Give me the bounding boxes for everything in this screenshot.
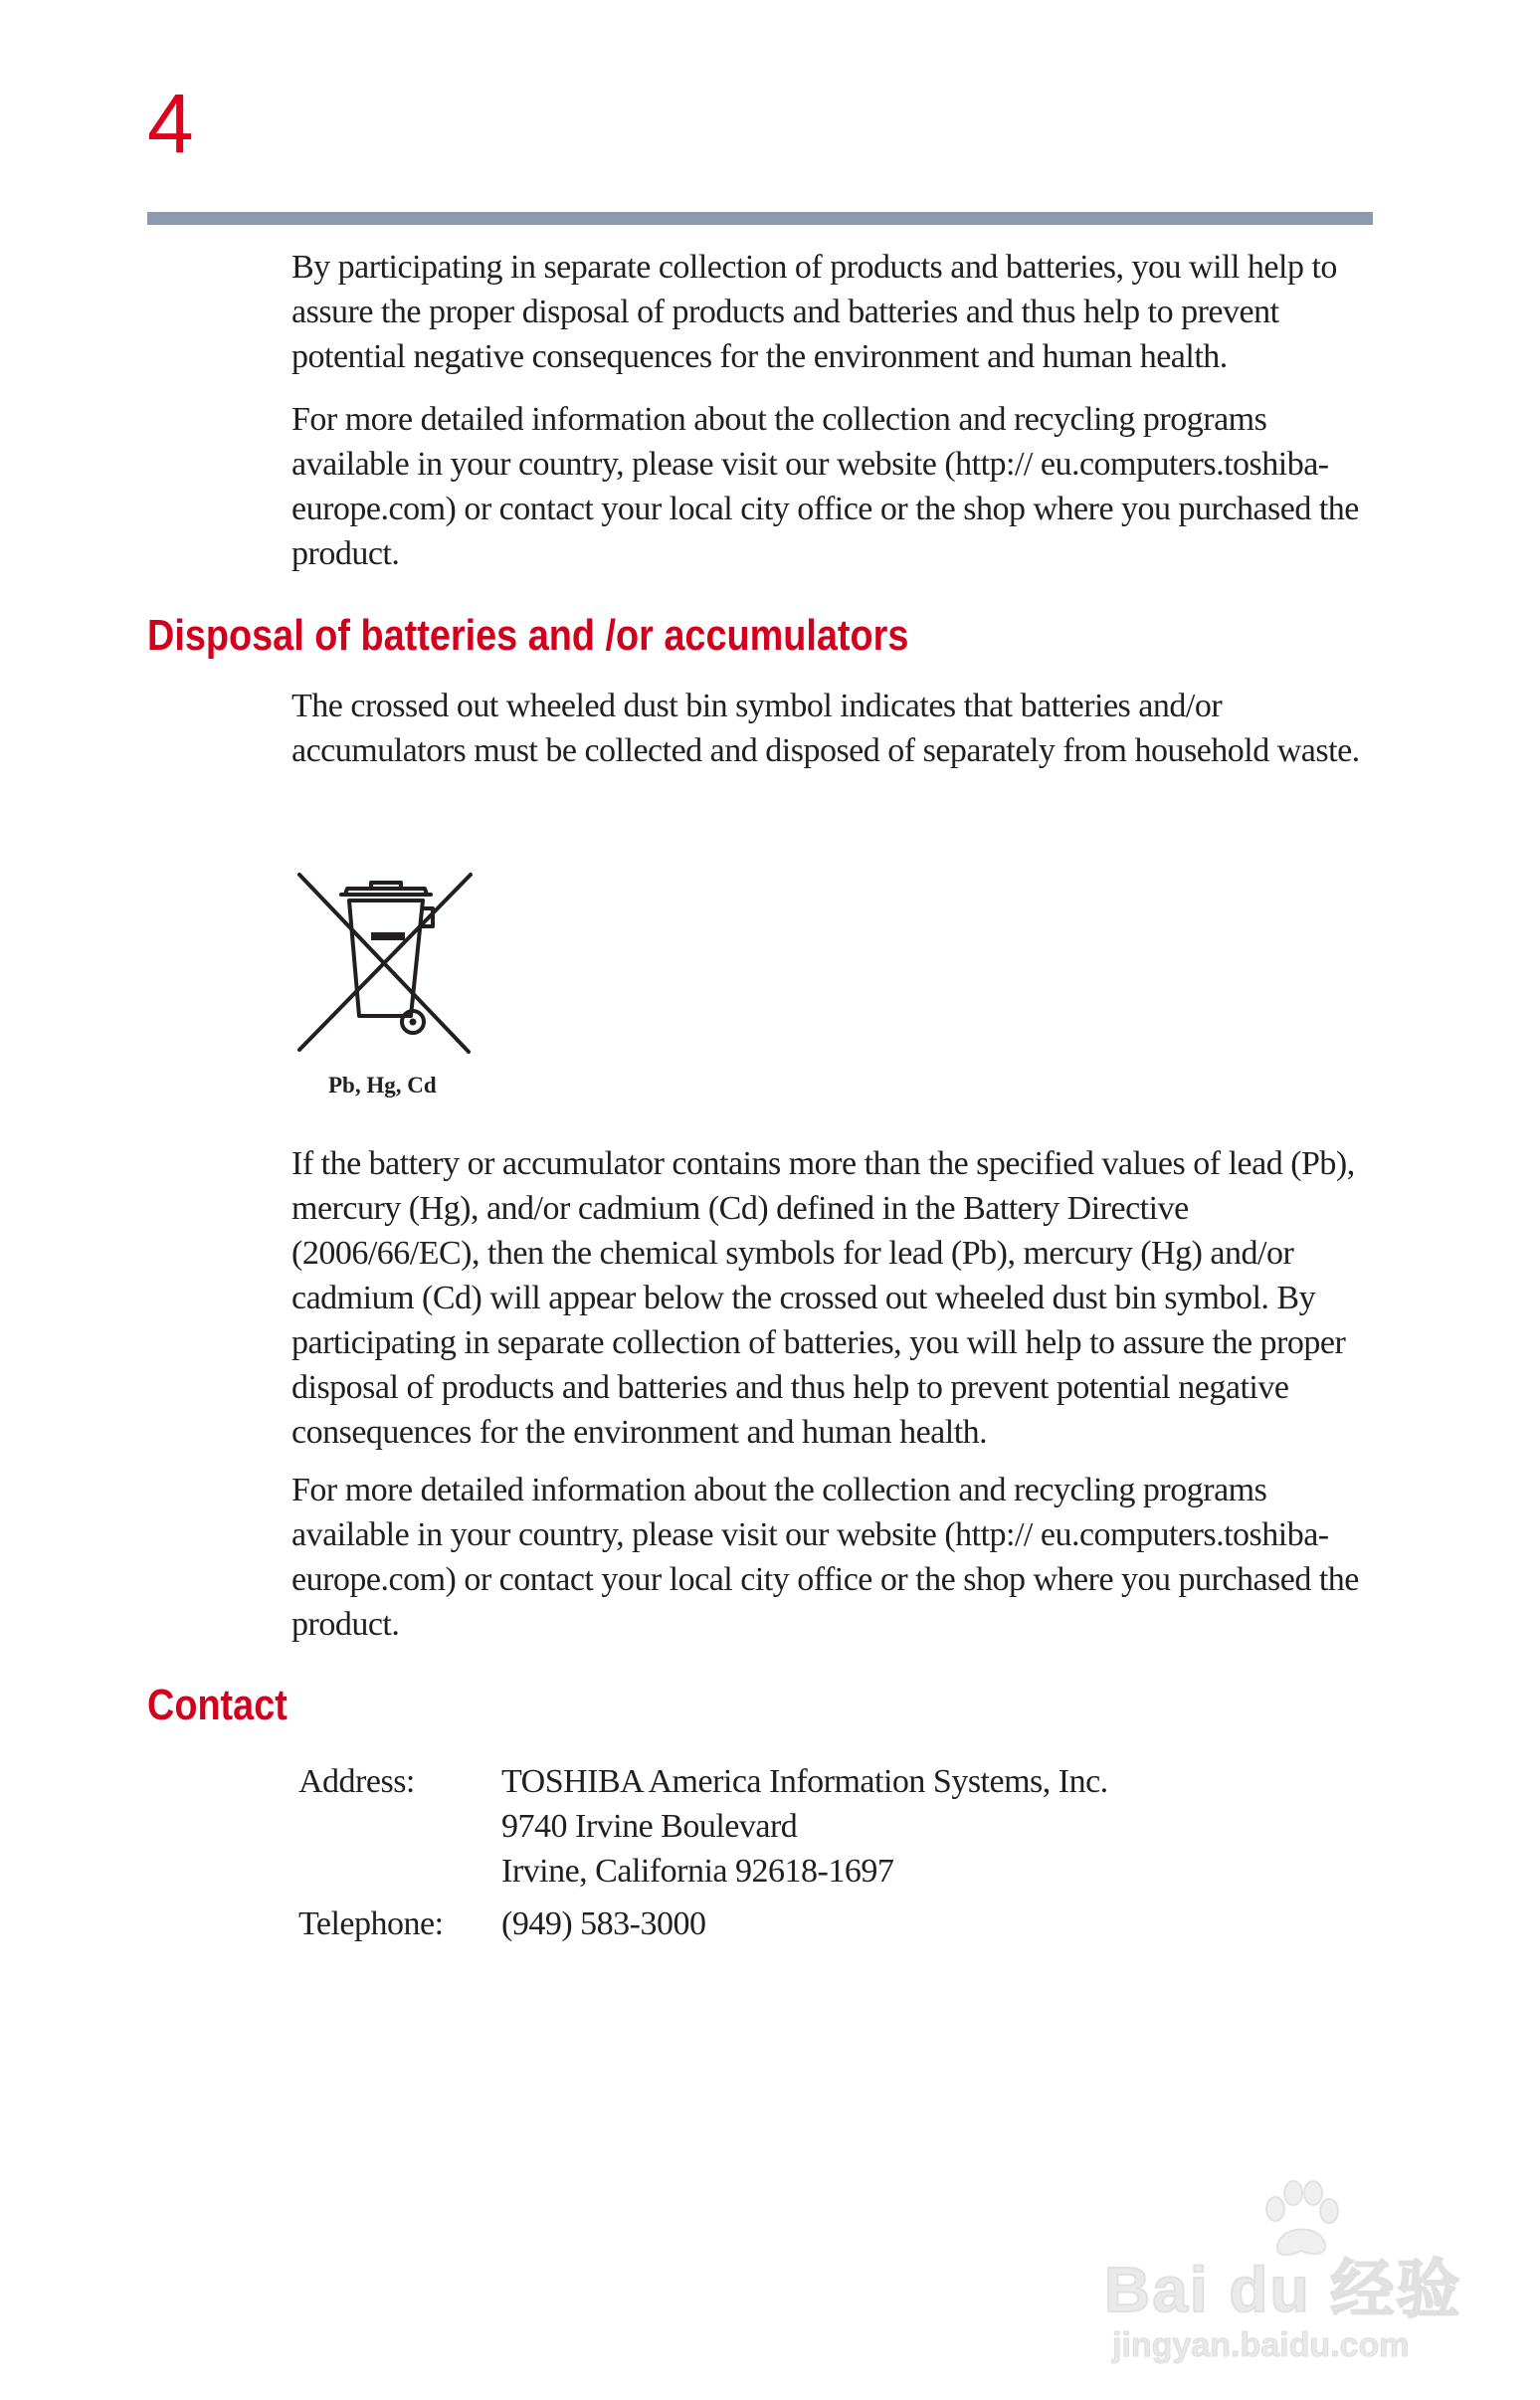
- address-label: Address:: [298, 1763, 415, 1800]
- watermark-url: jingyan.baidu.com: [1112, 2326, 1410, 2364]
- batteries-heading: Disposal of batteries and /or accumulators: [147, 611, 909, 660]
- batteries-paragraph-1: The crossed out wheeled dust bin symbol indicates that batteries and/or accumulators must be collected and disposed of separately from household waste.: [291, 688, 1360, 769]
- batteries-paragraph-3: For more detailed information about the collection and recycling programs available in your country, please visit our website (http:// eu.computers.toshiba-europe.com) or contact your local city office or the shop where you purchased the product.: [291, 1472, 1359, 1643]
- baidu-watermark: [1104, 2179, 1482, 2378]
- telephone-label: Telephone:: [298, 1905, 444, 1942]
- contact-heading: Contact: [147, 1681, 288, 1729]
- batteries-paragraph-2: If the battery or accumulator contains more than the specified values of lead (Pb), mercury (Hg), and/or cadmium (Cd) defined in the Battery Directive (2006/66/EC), then the chemical symbols for lead (Pb), mercury (Hg) and/or cadmium (Cd) will appear below the crossed out wheeled dust bin symbol. By participating in separate collection of batteries, you will help to assure the proper disposal of products and batteries and thus help to prevent potential negative consequences for the environment and human health.: [291, 1145, 1355, 1451]
- address-row: [298, 1759, 1108, 1894]
- telephone-row: [298, 1901, 1108, 1946]
- watermark-brand: Bai du 经验: [1104, 2254, 1462, 2325]
- crossed-out-wheeled-bin-icon: [293, 869, 478, 1058]
- header-rule: [147, 212, 1373, 225]
- intro-paragraph-1: By participating in separate collection of products and batteries, you will help to assure the proper disposal of products and batteries and thus help to prevent potential negative consequences for the environment and human health.: [291, 249, 1337, 375]
- address-line: Irvine, California 92618-1697: [501, 1853, 894, 1890]
- address-line: 9740 Irvine Boulevard: [501, 1808, 798, 1845]
- contact-table: [298, 1759, 1108, 1946]
- address-line: TOSHIBA America Information Systems, Inc.: [501, 1763, 1108, 1800]
- telephone-value: (949) 583-3000: [501, 1905, 706, 1942]
- page-number: 4: [147, 77, 194, 170]
- intro-paragraph-2: For more detailed information about the collection and recycling programs available in your country, please visit our website (http:// eu.computers.toshiba-europe.com) or contact your local city office or the shop where you purchased the product.: [291, 401, 1359, 572]
- symbol-caption: Pb, Hg, Cd: [328, 1073, 437, 1098]
- address-value: [501, 1759, 1108, 1894]
